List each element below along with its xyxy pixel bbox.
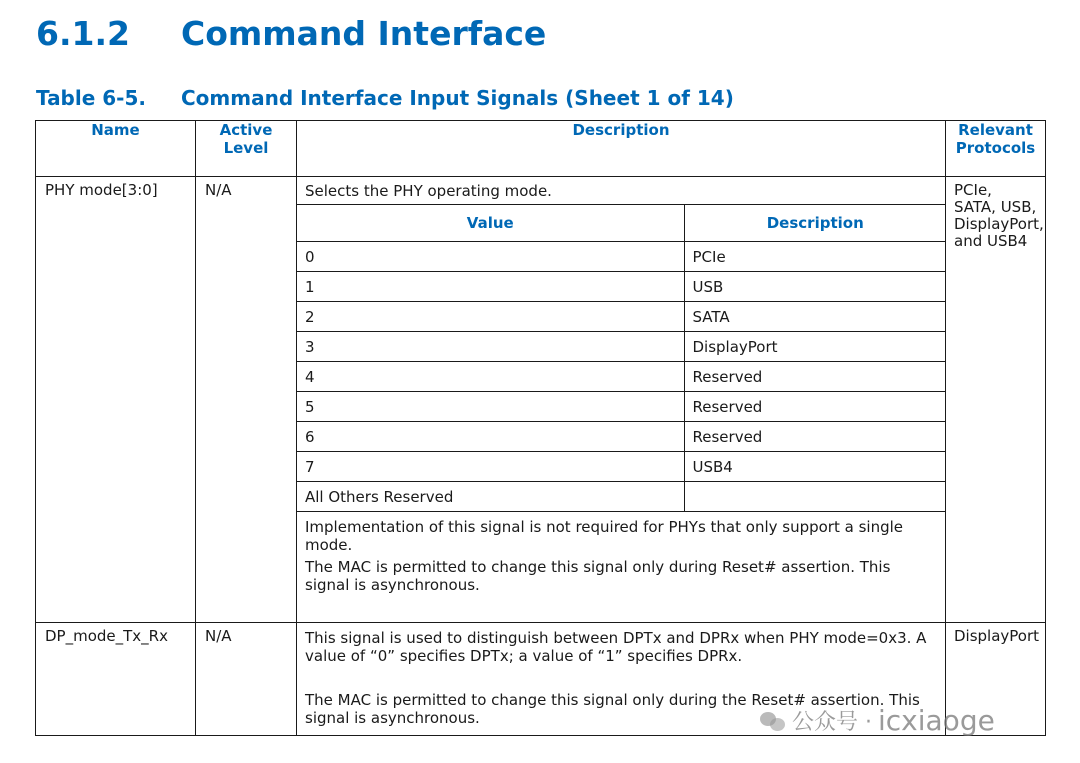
mode-description: SATA [684, 302, 946, 332]
mode-value: 6 [297, 422, 684, 452]
table-row [297, 362, 946, 392]
watermark-label: icxiaoge [878, 704, 995, 737]
header-name: Name [36, 121, 196, 177]
signal-name-cell [36, 177, 196, 623]
watermark-label-cn: 公众号 · [792, 710, 872, 735]
mode-value: 2 [297, 302, 684, 332]
description-paragraph: This signal is used to distinguish between DPTx and DPRx when PHY mode=0x3. A value of “0” specifies DPTx; a value of “1” specifies DPRx. [305, 629, 927, 665]
relevant-protocols: PCIe, SATA, USB, DisplayPort, and USB4 [954, 181, 1044, 250]
header-relevant-protocols: Relevant Protocols [946, 121, 1046, 177]
signal-name: DP_mode_Tx_Rx [45, 627, 168, 645]
mode-description [684, 482, 946, 512]
mode-value: 4 [297, 362, 684, 392]
phy-mode-value-table [297, 204, 946, 512]
mode-description: Reserved [684, 392, 946, 422]
protocols-cell [946, 177, 1046, 623]
description-cell [297, 177, 946, 623]
mode-description: Reserved [684, 422, 946, 452]
section-title: Command Interface [181, 14, 547, 53]
mode-description: PCIe [684, 242, 946, 272]
value-header: Value [297, 205, 684, 242]
signal-description [297, 623, 945, 735]
active-level: N/A [205, 627, 232, 645]
table-row [36, 177, 1046, 623]
command-interface-signals-table [35, 120, 1046, 736]
table-title: Command Interface Input Signals (Sheet 1 of 14) [181, 86, 734, 110]
signal-name: PHY mode[3:0] [45, 181, 158, 199]
mode-description: Reserved [684, 362, 946, 392]
value-table-header-row [297, 205, 946, 242]
note-paragraph: The MAC is permitted to change this signal only during Reset# assertion. This signal is asynchronous. [305, 558, 891, 594]
header-active-level: Active Level [196, 121, 297, 177]
mode-description: USB [684, 272, 946, 302]
signal-description: Selects the PHY operating mode. [305, 182, 552, 200]
mode-value: 7 [297, 452, 684, 482]
protocols-cell [946, 623, 1046, 736]
table-row [297, 272, 946, 302]
table-row [36, 623, 1046, 736]
value-description-header: Description [684, 205, 946, 242]
table-row [297, 302, 946, 332]
section-number: 6.1.2 [36, 14, 130, 53]
mode-value: 5 [297, 392, 684, 422]
table-caption [36, 85, 734, 111]
table-row [297, 332, 946, 362]
mode-value: 3 [297, 332, 684, 362]
mode-value: 1 [297, 272, 684, 302]
active-level: N/A [205, 181, 232, 199]
table-row [297, 482, 946, 512]
table-header-row [36, 121, 1046, 177]
description-cell [297, 623, 946, 736]
mode-description: DisplayPort [684, 332, 946, 362]
table-row [297, 392, 946, 422]
signal-name-cell [36, 623, 196, 736]
description-paragraph: The MAC is permitted to change this signal only during the Reset# assertion. This signal is asynchronous. [305, 691, 920, 727]
mode-value: All Others Reserved [297, 482, 684, 512]
signal-notes [297, 512, 945, 622]
header-description: Description [297, 121, 946, 177]
table-number: Table 6-5. [36, 86, 146, 110]
note-paragraph: Implementation of this signal is not required for PHYs that only support a single mode. [305, 518, 903, 554]
table-row [297, 422, 946, 452]
table-row [297, 242, 946, 272]
table-row [297, 452, 946, 482]
relevant-protocols: DisplayPort [954, 627, 1040, 645]
active-level-cell [196, 623, 297, 736]
mode-description: USB4 [684, 452, 946, 482]
section-heading [36, 14, 546, 54]
mode-value: 0 [297, 242, 684, 272]
active-level-cell [196, 177, 297, 623]
